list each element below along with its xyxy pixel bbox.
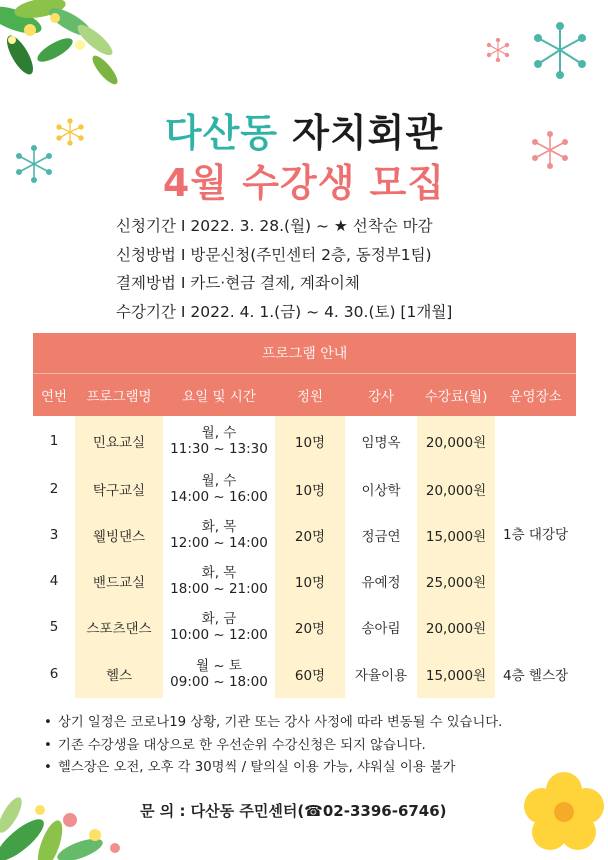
title-part2: 자치회관 <box>292 111 444 155</box>
cell-no: 4 <box>49 573 59 589</box>
cell-teacher: 자율이용 <box>354 668 408 684</box>
bullet: • <box>44 715 52 730</box>
cell-venue-main: 1층 대강당 <box>503 527 569 543</box>
cell-fee: 15,000원 <box>417 650 495 698</box>
leaf-cluster-bottom-left <box>0 780 140 860</box>
cell-program: 밴드교실 <box>75 558 163 604</box>
cell-capacity: 10명 <box>275 416 345 466</box>
cell-capacity: 10명 <box>275 558 345 604</box>
cell-schedule <box>163 558 275 604</box>
cell-capacity: 60명 <box>275 650 345 698</box>
table-header-row <box>33 374 576 417</box>
cell-program: 민요교실 <box>75 416 163 466</box>
table-caption: 프로그램 안내 <box>33 333 576 374</box>
bullet: • <box>44 737 52 753</box>
program-table <box>33 333 576 698</box>
table-row <box>33 466 576 512</box>
flower-bottom-right-icon <box>520 768 608 860</box>
note-text: 상기 일정은 코로나19 상황, 기관 또는 강사 사정에 따라 변동될 수 있습니다. <box>58 715 503 730</box>
table-row <box>33 604 576 650</box>
info-label: 신청기간 <box>116 217 176 235</box>
cell-time: 10:00 ~ 12:00 <box>170 627 268 643</box>
note-text: 기존 수강생을 대상으로 한 우선순위 수강신청은 되지 않습니다. <box>58 737 426 753</box>
header-fee: 수강료(월) <box>417 374 495 417</box>
title-line2: 4월 수강생 모집 <box>162 161 446 205</box>
header-program: 프로그램명 <box>75 374 163 417</box>
cell-time: 11:30 ~ 13:30 <box>170 441 268 457</box>
application-info <box>116 212 452 326</box>
cell-fee: 25,000원 <box>417 558 495 604</box>
title-part1: 다산동 <box>164 111 279 155</box>
cell-capacity: 20명 <box>275 512 345 558</box>
cell-schedule <box>163 604 275 650</box>
cell-time: 14:00 ~ 16:00 <box>170 489 268 505</box>
cell-no: 2 <box>49 481 59 497</box>
info-method <box>116 241 452 270</box>
cell-fee: 20,000원 <box>417 416 495 466</box>
header-capacity: 정원 <box>275 374 345 417</box>
cell-no: 5 <box>49 619 59 635</box>
cell-schedule <box>163 466 275 512</box>
cell-fee: 15,000원 <box>417 512 495 558</box>
cell-time: 18:00 ~ 21:00 <box>170 581 268 597</box>
cell-no: 1 <box>49 433 59 449</box>
header-teacher: 강사 <box>345 374 417 417</box>
cell-fee: 20,000원 <box>417 466 495 512</box>
note-item <box>44 757 502 780</box>
contact-value: 다산동 주민센터(☎02-3396-6746) <box>190 802 447 820</box>
dandelion-pink-small-icon <box>486 38 510 62</box>
cell-fee: 20,000원 <box>417 604 495 650</box>
cell-program: 헬스 <box>75 650 163 698</box>
cell-time: 12:00 ~ 14:00 <box>170 535 268 551</box>
info-value: 2022. 4. 1.(금) ~ 4. 30.(토) [1개월] <box>190 302 453 321</box>
info-label: 수강기간 <box>116 302 176 321</box>
dandelion-top-right-icon <box>530 20 590 80</box>
contact-colon: : <box>179 802 186 820</box>
table-row <box>33 416 576 466</box>
info-separator: I <box>180 245 186 264</box>
cell-no: 3 <box>49 527 59 543</box>
note-item <box>44 712 502 735</box>
table-row <box>33 558 576 604</box>
cell-day: 화, 금 <box>201 611 237 627</box>
table-row <box>33 650 576 698</box>
cell-venue-gym: 4층 헬스장 <box>503 668 569 684</box>
info-separator: I <box>180 302 186 321</box>
header-schedule: 요일 및 시간 <box>163 374 275 417</box>
cell-no: 6 <box>49 666 59 682</box>
info-value: 방문신청(주민센터 2층, 동정부1팀) <box>190 245 432 264</box>
info-payment <box>116 269 452 298</box>
cell-capacity: 20명 <box>275 604 345 650</box>
cell-schedule <box>163 416 275 466</box>
cell-schedule <box>163 650 275 698</box>
table-caption-row <box>33 333 576 374</box>
info-period <box>116 212 452 241</box>
info-separator: I <box>180 274 186 292</box>
cell-day: 화, 목 <box>201 519 237 535</box>
cell-teacher: 유예정 <box>361 575 401 591</box>
info-label: 결제방법 <box>116 274 176 292</box>
header-no: 연번 <box>33 374 75 417</box>
bullet: • <box>44 760 52 775</box>
header-venue: 운영장소 <box>495 374 576 417</box>
info-value: 카드·현금 결제, 계좌이체 <box>190 274 360 292</box>
info-value: 2022. 3. 28.(월) ~ ★ 선착순 마감 <box>190 217 433 235</box>
note-item <box>44 735 502 758</box>
notes <box>44 712 502 780</box>
cell-teacher: 정금연 <box>361 529 401 545</box>
title-line1 <box>0 102 608 157</box>
cell-day: 화, 목 <box>201 565 237 581</box>
cell-time: 09:00 ~ 18:00 <box>170 674 268 690</box>
contact-line <box>140 800 447 821</box>
note-text: 헬스장은 오전, 오후 각 30명씩 / 탈의실 이용 가능, 샤워실 이용 불가 <box>58 760 456 775</box>
cell-day: 월, 수 <box>201 425 237 441</box>
table-row <box>33 512 576 558</box>
contact-label: 문 의 <box>140 802 175 820</box>
cell-day: 월 ~ 토 <box>196 658 242 674</box>
cell-teacher: 송아림 <box>361 621 401 637</box>
info-separator: I <box>180 217 186 235</box>
cell-teacher: 임명옥 <box>361 435 401 451</box>
cell-day: 월, 수 <box>201 473 237 489</box>
cell-capacity: 10명 <box>275 466 345 512</box>
leaf-cluster-top-left <box>0 0 130 100</box>
cell-program: 웰빙댄스 <box>75 512 163 558</box>
cell-program: 스포츠댄스 <box>75 604 163 650</box>
info-course-period <box>116 298 452 327</box>
info-label: 신청방법 <box>116 245 176 264</box>
cell-schedule <box>163 512 275 558</box>
cell-teacher: 이상학 <box>361 483 401 499</box>
cell-program: 탁구교실 <box>75 466 163 512</box>
